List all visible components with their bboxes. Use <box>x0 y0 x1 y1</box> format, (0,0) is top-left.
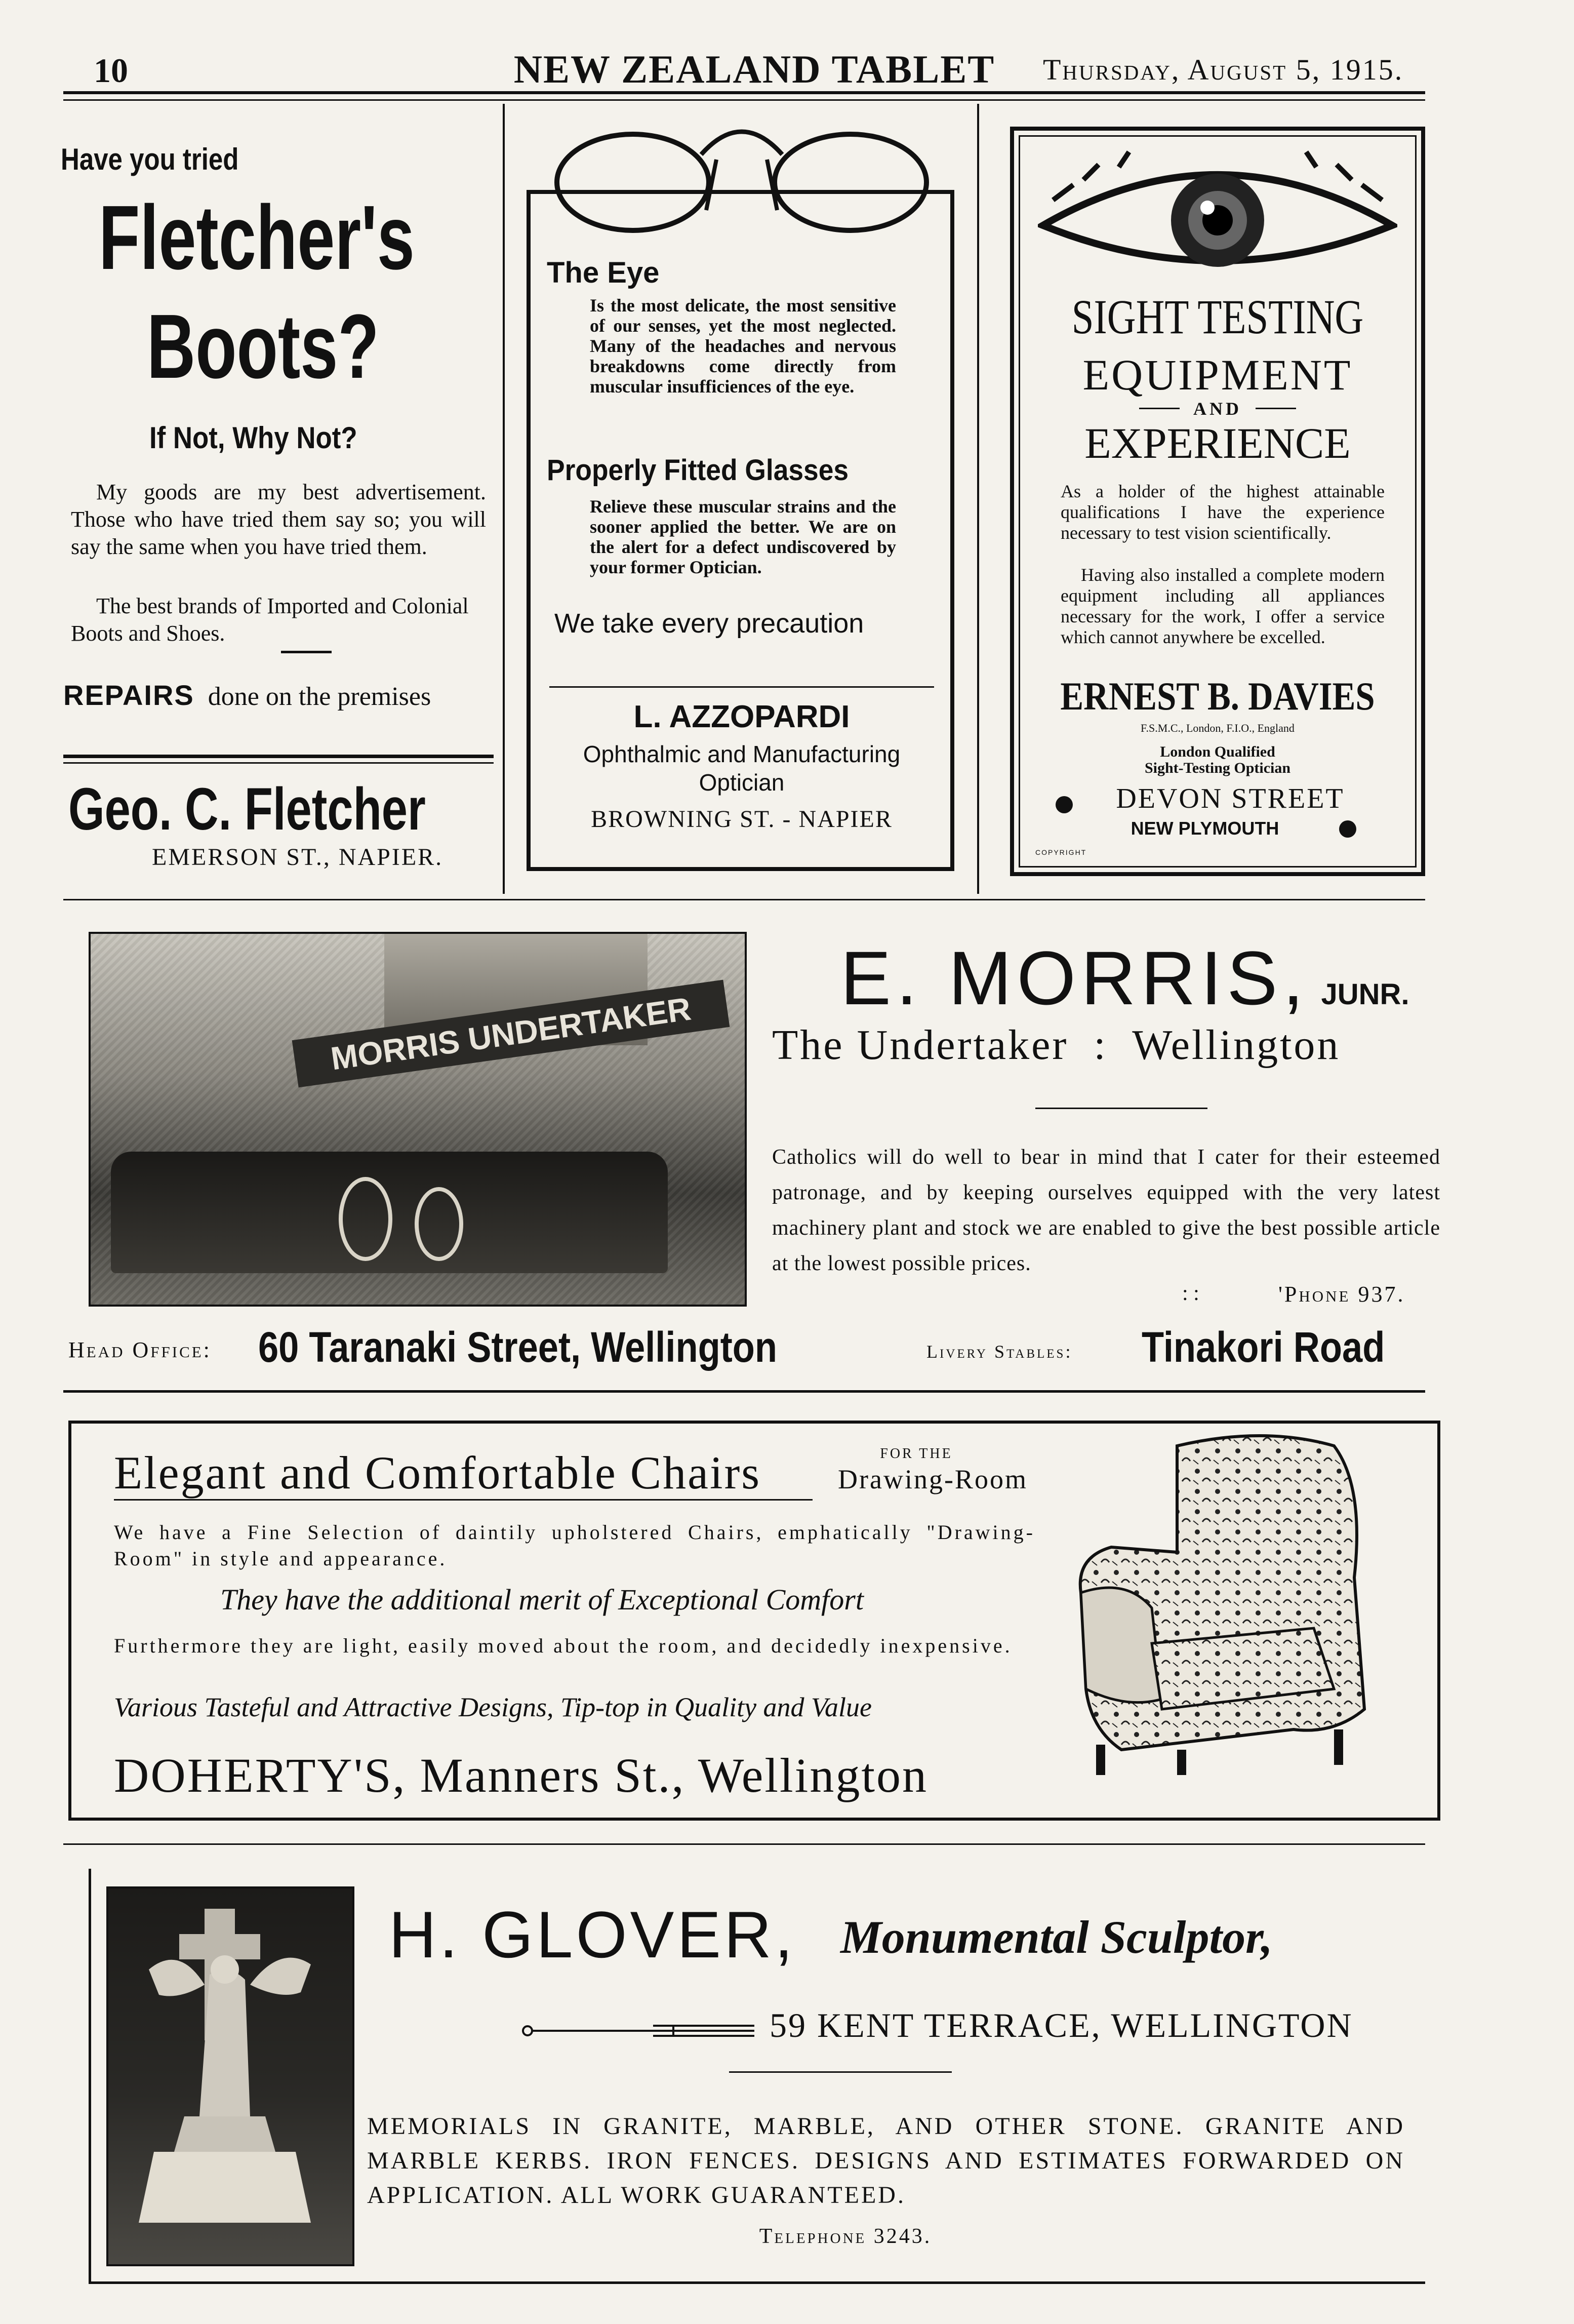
armchair-illustration <box>1051 1426 1415 1790</box>
sculptor-name: H. GLOVER, <box>388 1898 796 1972</box>
ad-rule <box>729 2071 952 2073</box>
ad-rule <box>63 755 494 758</box>
title-underline <box>114 1499 813 1501</box>
stables-label: Livery Stables: <box>926 1342 1073 1362</box>
ad-body: Having also installed a complete modern equipment including all appliances necessary for the work, I offer a service which cannot anywhere be excelled. <box>1061 565 1385 647</box>
optician-town: NEW PLYMOUTH <box>1131 818 1279 839</box>
chairs-merit: They have the additional merit of Exceptional Comfort <box>220 1583 864 1616</box>
sculptor-telephone: Telephone 3243. <box>759 2225 932 2248</box>
ad-title-line1: Fletcher's <box>99 187 415 289</box>
ad-repairs <box>63 679 431 712</box>
ad-rule <box>549 686 934 688</box>
optician-quals: F.S.M.C., London, F.I.O., England <box>1141 722 1295 734</box>
ad-rule <box>1035 1108 1207 1109</box>
undertaker-name <box>840 934 1409 1022</box>
chairs-body: Furthermore they are light, easily moved about the room, and decidedly inexpensive. <box>114 1634 1013 1657</box>
optician-name: L. AZZOPARDI <box>633 699 850 734</box>
stables-address: Tinakori Road <box>1142 1323 1385 1371</box>
copyright-mark: COPYRIGHT <box>1035 848 1087 856</box>
undertaker-name-main: E. MORRIS, <box>840 935 1309 1020</box>
header-rule-bottom <box>63 99 1425 101</box>
carriage-wheel <box>339 1177 392 1261</box>
chairs-designs: Various Tasteful and Attractive Designs, Tip-top in Quality and Value <box>114 1692 872 1722</box>
optician-role: Ophthalmic and Manufacturing <box>583 741 901 767</box>
ad-body: As a holder of the highest attainable qualifications I have the experience necessary to test vision scientifically. <box>1061 481 1385 543</box>
head-office-label: Head Office: <box>68 1337 212 1362</box>
eye-heading: The Eye <box>547 256 660 289</box>
head-office-address: 60 Taranaki Street, Wellington <box>258 1323 778 1371</box>
section-divider <box>63 1390 1425 1393</box>
eye-body: Is the most delicate, the most sensitive of our senses, yet the most neglected. Many of the headaches and nervous breakdowns come directly from muscular insufficiences of the eye. <box>590 295 896 397</box>
precaution-line: We take every precaution <box>554 608 864 639</box>
optician-address: BROWNING ST. - NAPIER <box>591 806 893 833</box>
eye-icon <box>1038 144 1397 296</box>
angel-statue-icon <box>118 1899 341 2253</box>
undertaker-colons: : : <box>1182 1282 1199 1305</box>
repairs-label: REPAIRS <box>63 679 194 711</box>
column-divider <box>977 104 979 894</box>
for-the: FOR THE <box>880 1446 953 1462</box>
pen-ornament-icon <box>521 2021 759 2041</box>
drawing-room: Drawing-Room <box>838 1464 1028 1494</box>
ad-heading-connector: AND <box>1193 399 1242 419</box>
ad-title-line2: Boots? <box>147 296 379 398</box>
issue-date: Thursday, August 5, 1915. <box>1043 53 1404 86</box>
column-divider <box>503 104 505 894</box>
optician-name: ERNEST B. DAVIES <box>1060 674 1375 718</box>
ad-border-left <box>89 1869 91 2284</box>
undertaker-phone: 'Phone 937. <box>1278 1282 1405 1307</box>
ad-rule <box>63 762 494 764</box>
sculptor-body: MEMORIALS IN GRANITE, MARBLE, AND OTHER STONE. GRANITE AND MARBLE KERBS. IRON FENCES. DESIGNS AND ESTIMATES FORWARDED ON APPLICATION. ALL WORK GUARANTEED. <box>367 2113 1405 2209</box>
ad-body: The best brands of Imported and Colonial Boots and Shoes. <box>71 594 469 646</box>
ad-ornament-rule <box>281 651 332 653</box>
shop-sign: MORRIS UNDERTAKER <box>292 980 730 1088</box>
section-divider <box>63 899 1425 900</box>
optician-qualified: Sight-Testing Optician <box>1144 760 1291 776</box>
ad-border-bottom <box>89 2281 1425 2284</box>
ad-address: EMERSON ST., NAPIER. <box>152 844 443 871</box>
undertaker-subtitle: The Undertaker : Wellington <box>772 1021 1341 1069</box>
optician-qualified: London Qualified <box>1160 743 1275 760</box>
glasses-body: Relieve these muscular strains and the sooner applied the better. We are on the alert for a defect undiscovered by your former Optician. <box>590 496 896 577</box>
funeral-photo <box>89 932 747 1307</box>
section-divider <box>63 1843 1425 1845</box>
sculptor-trade: Monumental Sculptor, <box>840 1911 1273 1963</box>
page-number: 10 <box>94 51 128 90</box>
ad-heading: SIGHT TESTING <box>1071 290 1364 344</box>
ad-subhead: If Not, Why Not? <box>149 421 357 455</box>
undertaker-body: Catholics will do well to bear in mind that I cater for their esteemed patronage, and by keeping ourselves equipped with the very latest machinery plant and stock we are enabled to give the best possible article at the lowest possible prices. <box>772 1146 1440 1275</box>
chairs-title: Elegant and Comfortable Chairs <box>114 1447 761 1499</box>
optician-street: DEVON STREET <box>1116 783 1345 814</box>
ad-heading: EXPERIENCE <box>1084 419 1351 467</box>
ad-merchant-name: Geo. C. Fletcher <box>68 776 426 843</box>
sculptor-address: 59 KENT TERRACE, WELLINGTON <box>770 2006 1353 2044</box>
undertaker-name-suffix: JUNR. <box>1321 978 1409 1011</box>
optician-role: Optician <box>699 769 785 796</box>
header-rule-top <box>63 91 1425 94</box>
merchant-name: DOHERTY'S, Manners St., Wellington <box>114 1748 928 1802</box>
bullet-icon <box>1339 820 1356 838</box>
ad-heading: EQUIPMENT <box>1082 350 1353 399</box>
chairs-body: We have a Fine Selection of daintily upholstered Chairs, emphatically "Drawing-Room" in style and appearance. <box>114 1521 1035 1570</box>
bullet-icon <box>1056 796 1073 813</box>
ad-body: My goods are my best advertisement. Those who have tried them say so; you will say the same when you have tried them. <box>71 480 486 559</box>
spectacles-icon <box>549 114 934 235</box>
ad-question: Have you tried <box>61 142 239 176</box>
monument-photo <box>106 1886 354 2266</box>
carriage-wheel <box>415 1187 463 1261</box>
glasses-heading: Properly Fitted Glasses <box>547 454 849 487</box>
repairs-text: done on the premises <box>208 682 431 711</box>
masthead: NEW ZEALAND TABLET <box>513 47 995 91</box>
ad-rule <box>1256 408 1296 409</box>
